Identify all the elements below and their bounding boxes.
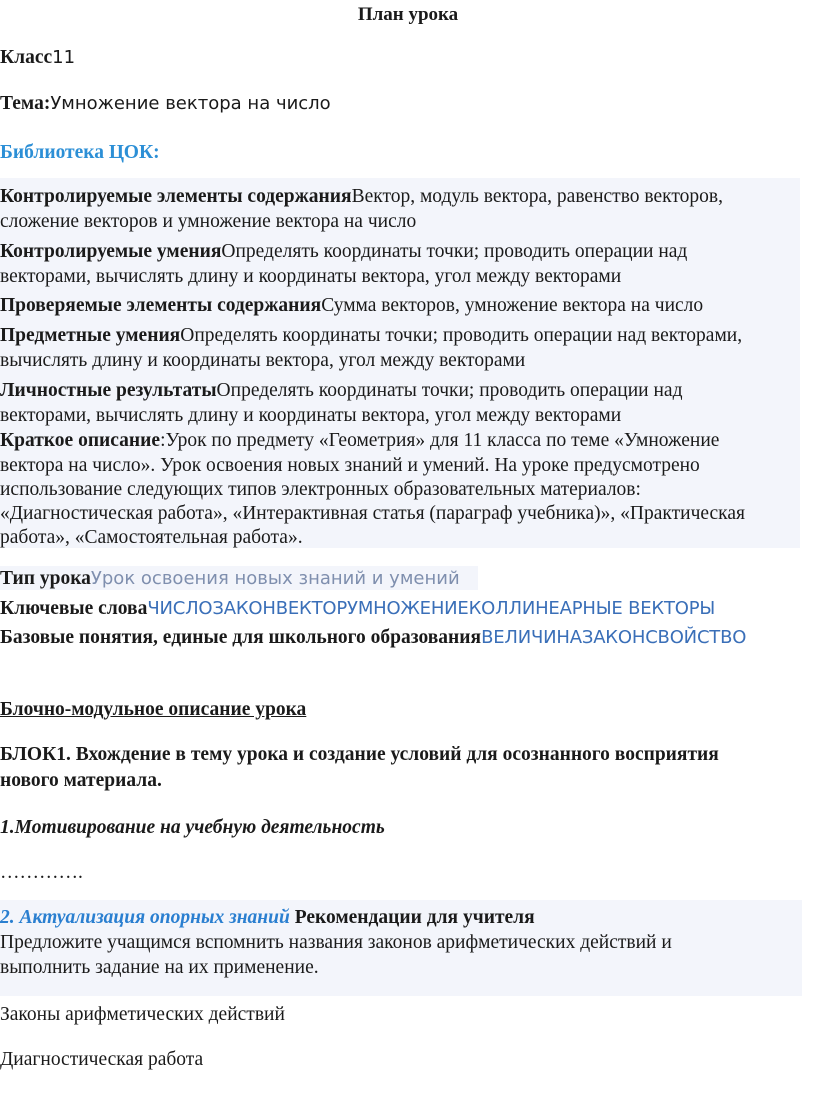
topic-line: [0, 91, 331, 116]
item-5-line-0: [0, 428, 719, 453]
item-3-text: Определять координаты точки; проводить операции над векторами,: [180, 325, 743, 346]
actualization-line: [0, 905, 535, 930]
item-3-line-1: вычислять длину и координаты вектора, угол между векторами: [0, 350, 526, 371]
item-0-line-1: сложение векторов и умножение вектора на число: [0, 211, 417, 232]
block1-line-1: нового материала.: [0, 770, 162, 791]
item-5-text: :Урок по предмету «Геометрия» для 11 класса по теме «Умножение: [160, 430, 720, 451]
actualization-label: 2. Актуализация опорных знаний: [0, 907, 290, 928]
class-label: Класс: [0, 47, 53, 68]
item-4-line-0: [0, 378, 683, 403]
item-1-line-0: [0, 239, 687, 264]
item-5-label: Краткое описание: [0, 430, 161, 451]
item-2-text: Сумма векторов, умножение вектора на число: [321, 295, 704, 316]
class-value: 11: [52, 47, 76, 68]
concepts-value: ВЕЛИЧИНАЗАКОНСВОЙСТВО: [481, 627, 747, 648]
keywords-line: [0, 596, 715, 621]
placeholder-dots: ………….: [0, 862, 83, 883]
item-0-text: Вектор, модуль вектора, равенство векторов,: [351, 186, 723, 207]
actualization-text-0: Предложите учащимся вспомнить названия законов арифметических действий и: [0, 932, 672, 953]
teacher-recommendations-label: Рекомендации для учителя: [294, 907, 535, 928]
item-2-label: Проверяемые элементы содержания: [0, 295, 322, 316]
lesson-type-label: Тип урока: [0, 568, 91, 589]
item-3-line-0: [0, 323, 742, 348]
page-title: План урока: [357, 4, 459, 25]
item-5-line-4: работа», «Самостоятельная работа».: [0, 527, 303, 548]
diagnostic-heading: Диагностическая работа: [0, 1049, 204, 1070]
block1-line-0: БЛОК1. Вхождение в тему урока и создание условий для осознанного восприятия: [0, 744, 719, 765]
class-line: [0, 45, 75, 70]
motivation-heading: 1.Мотивирование на учебную деятельность: [0, 817, 385, 838]
item-0-label: Контролируемые элементы содержания: [0, 186, 352, 207]
item-3-label: Предметные умения: [0, 325, 181, 346]
laws-heading: Законы арифметических действий: [0, 1004, 285, 1025]
item-2-line-0: [0, 293, 703, 318]
keywords-label: Ключевые слова: [0, 598, 148, 619]
item-0-line-0: [0, 184, 723, 209]
block-heading: Блочно-модульное описание урока: [0, 699, 307, 720]
item-1-label: Контролируемые умения: [0, 241, 222, 262]
library-heading: Библиотека ЦОК:: [0, 142, 160, 163]
item-1-line-1: векторами, вычислять длину и координаты вектора, угол между векторами: [0, 266, 622, 287]
item-1-text: Определять координаты точки; проводить операции над: [221, 241, 688, 262]
actualization-text-1: выполнить задание на их применение.: [0, 957, 319, 978]
item-4-label: Личностные результаты: [0, 380, 217, 401]
item-5-line-2: использование следующих типов электронных образовательных материалов:: [0, 479, 641, 500]
item-4-text: Определять координаты точки; проводить операции над: [216, 380, 683, 401]
concepts-line: [0, 625, 746, 650]
item-4-line-1: векторами, вычислять длину и координаты вектора, угол между векторами: [0, 405, 622, 426]
lesson-type-value: Урок освоения новых знаний и умений: [90, 568, 460, 589]
item-5-line-3: «Диагностическая работа», «Интерактивная статья (параграф учебника)», «Практическая: [0, 503, 745, 524]
item-5-line-1: вектора на число». Урок освоения новых знаний и умений. На уроке предусмотрено: [0, 455, 700, 476]
topic-label: Тема:: [0, 93, 51, 114]
lesson-type-line: [0, 566, 460, 591]
keywords-value: ЧИСЛОЗАКОНВЕКТОРУМНОЖЕНИЕКОЛЛИНЕАРНЫЕ ВЕКТОРЫ: [147, 598, 716, 619]
concepts-label: Базовые понятия, единые для школьного образования: [0, 627, 482, 648]
topic-value: Умножение вектора на число: [50, 93, 331, 114]
